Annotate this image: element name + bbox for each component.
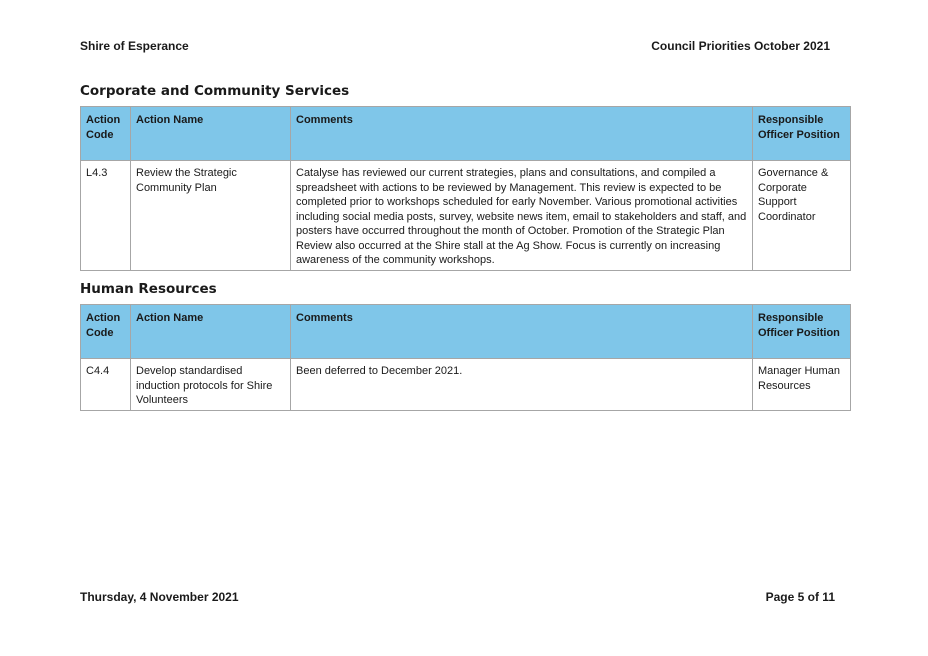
- table-row: [81, 161, 851, 271]
- column-header-name: Action Name: [131, 305, 291, 359]
- officer-cell: Manager Human Resources: [753, 359, 851, 411]
- action-code-cell: C4.4: [81, 359, 131, 411]
- document-title: Council Priorities October 2021: [651, 39, 830, 53]
- column-header-comments: Comments: [291, 107, 753, 161]
- column-header-officer: Responsible Officer Position: [753, 107, 851, 161]
- section-heading-human-resources: Human Resources: [80, 281, 217, 297]
- column-header-comments: Comments: [291, 305, 753, 359]
- comments-cell: Catalyse has reviewed our current strategies, plans and consultations, and compiled a spreadsheet with actions to be reviewed by Management. This review is expected to be completed prior to workshops scheduled for early November. Various promotional activities including social media posts, survey, website news item, email to stakeholders and staff, and posters have occurred throughout the month of October. Promotion of the Strategic Plan Review also occurred at the Shire stall at the Ag Show. Focus is currently on increasing awareness of the community workshops.: [291, 161, 753, 271]
- page-number: Page 5 of 11: [765, 590, 835, 604]
- officer-cell: Governance & Corporate Support Coordinator: [753, 161, 851, 271]
- action-name-cell: Review the Strategic Community Plan: [131, 161, 291, 271]
- actions-table-human-resources: [80, 304, 851, 411]
- action-name-cell: Develop standardised induction protocols for Shire Volunteers: [131, 359, 291, 411]
- table-row: [81, 359, 851, 411]
- column-header-code: Action Code: [81, 107, 131, 161]
- table-header-row: [81, 305, 851, 359]
- section-heading-corporate: Corporate and Community Services: [80, 83, 350, 99]
- table-header-row: [81, 107, 851, 161]
- column-header-officer: Responsible Officer Position: [753, 305, 851, 359]
- comments-cell: Been deferred to December 2021.: [291, 359, 753, 411]
- document-organisation: Shire of Esperance: [80, 39, 189, 53]
- column-header-name: Action Name: [131, 107, 291, 161]
- footer-date: Thursday, 4 November 2021: [80, 590, 239, 604]
- action-code-cell: L4.3: [81, 161, 131, 271]
- actions-table-corporate: [80, 106, 851, 271]
- column-header-code: Action Code: [81, 305, 131, 359]
